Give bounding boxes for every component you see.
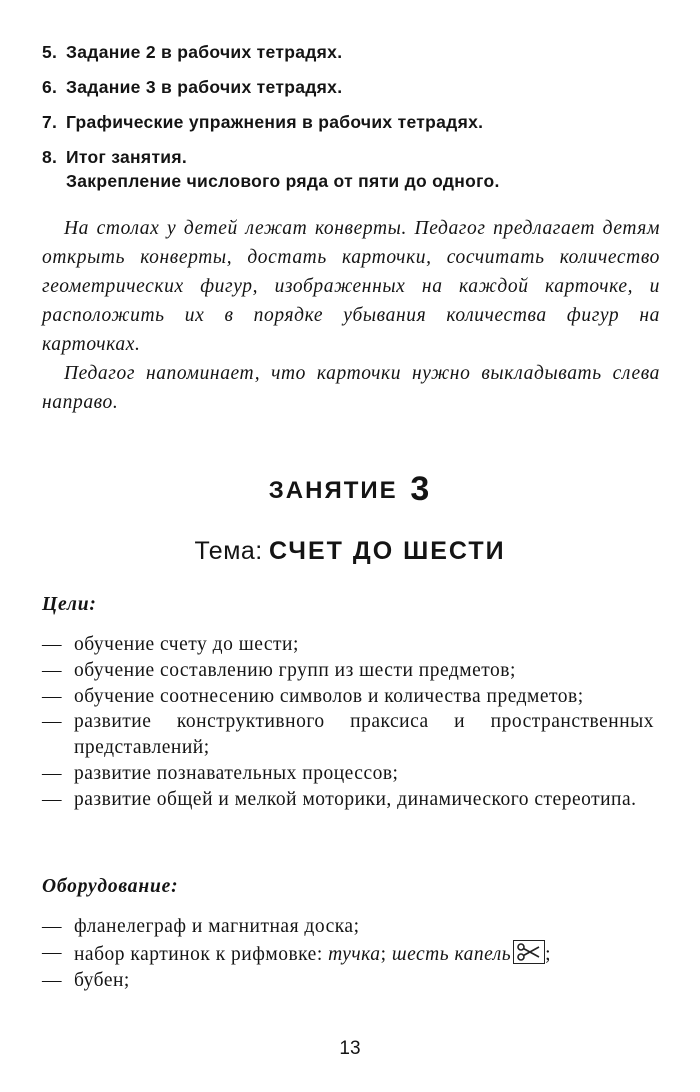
dash: — <box>42 916 62 937</box>
list-item <box>42 709 654 761</box>
item-text: обучение соотнесению символов и количества предметов; <box>74 685 584 707</box>
lesson-number: 3 <box>410 470 432 508</box>
goals-heading: Цели: <box>42 594 97 615</box>
item-text: развитие познавательных процессов; <box>74 762 399 784</box>
step-number: 7. <box>42 112 58 132</box>
dash: — <box>42 788 62 810</box>
step-item <box>42 145 662 193</box>
item-italic: тучка <box>328 943 381 965</box>
list-item <box>42 787 654 813</box>
dash: — <box>42 941 62 963</box>
list-item <box>42 968 654 994</box>
list-item <box>42 914 654 940</box>
goals-list <box>42 632 654 813</box>
page-number: 13 <box>339 1038 361 1059</box>
list-item <box>42 632 654 658</box>
paragraph: Педагог напоминает, что карточки нужно выкладывать слева направо. <box>42 363 660 413</box>
topic-label: Тема: <box>194 537 263 565</box>
steps-list <box>42 40 662 204</box>
lesson-title <box>0 470 700 509</box>
topic-line <box>0 537 700 566</box>
item-text: бубен; <box>74 969 130 991</box>
item-italic: шесть капель <box>391 943 512 965</box>
list-item <box>42 940 654 968</box>
scissors-icon <box>513 940 545 964</box>
paragraph: На столах у детей лежат конверты. Педагог предлагает детям открыть конверты, достать карточки, сосчитать количество геометрических фигур, изображенных на каждой карточке, и расположить их в порядке убывания количества фигур на карточках. <box>42 218 660 355</box>
dash: — <box>42 634 62 655</box>
step-item <box>42 110 662 134</box>
step-text: Графические упражнения в рабочих тетрадях. <box>66 112 484 132</box>
list-item <box>42 658 654 684</box>
step-number: 5. <box>42 42 58 62</box>
dash: — <box>42 659 62 681</box>
item-text: развитие конструктивного праксиса и пространственных представлений; <box>74 711 654 759</box>
step-text: Итог занятия. <box>66 147 188 167</box>
step-number: 8. <box>42 147 58 167</box>
step-item <box>42 75 662 99</box>
dash: — <box>42 685 62 707</box>
step-subtext: Закрепление числового ряда от пяти до одного. <box>66 171 500 191</box>
item-end: ; <box>545 943 552 965</box>
step-number: 6. <box>42 77 58 97</box>
dash: — <box>42 762 62 784</box>
item-text: обучение составлению групп из шести предметов; <box>74 659 516 681</box>
step-item <box>42 40 662 64</box>
equipment-heading: Оборудование: <box>42 876 179 897</box>
instruction-text <box>42 214 660 417</box>
item-text: набор картинок к рифмовке: <box>74 943 329 965</box>
topic-value: СЧЕТ ДО ШЕСТИ <box>269 537 506 565</box>
step-text: Задание 2 в рабочих тетрадях. <box>66 42 343 62</box>
dash: — <box>42 969 62 991</box>
list-item <box>42 761 654 787</box>
item-separator: ; <box>380 943 392 965</box>
item-text: развитие общей и мелкой моторики, динамического стереотипа. <box>74 788 637 810</box>
dash: — <box>42 711 62 733</box>
step-text: Задание 3 в рабочих тетрадях. <box>66 77 343 97</box>
list-item <box>42 684 654 710</box>
lesson-label: ЗАНЯТИЕ <box>268 477 398 504</box>
equipment-list <box>42 914 654 993</box>
item-text: фланелеграф и магнитная доска; <box>74 916 360 937</box>
item-text: обучение счету до шести; <box>74 634 299 655</box>
